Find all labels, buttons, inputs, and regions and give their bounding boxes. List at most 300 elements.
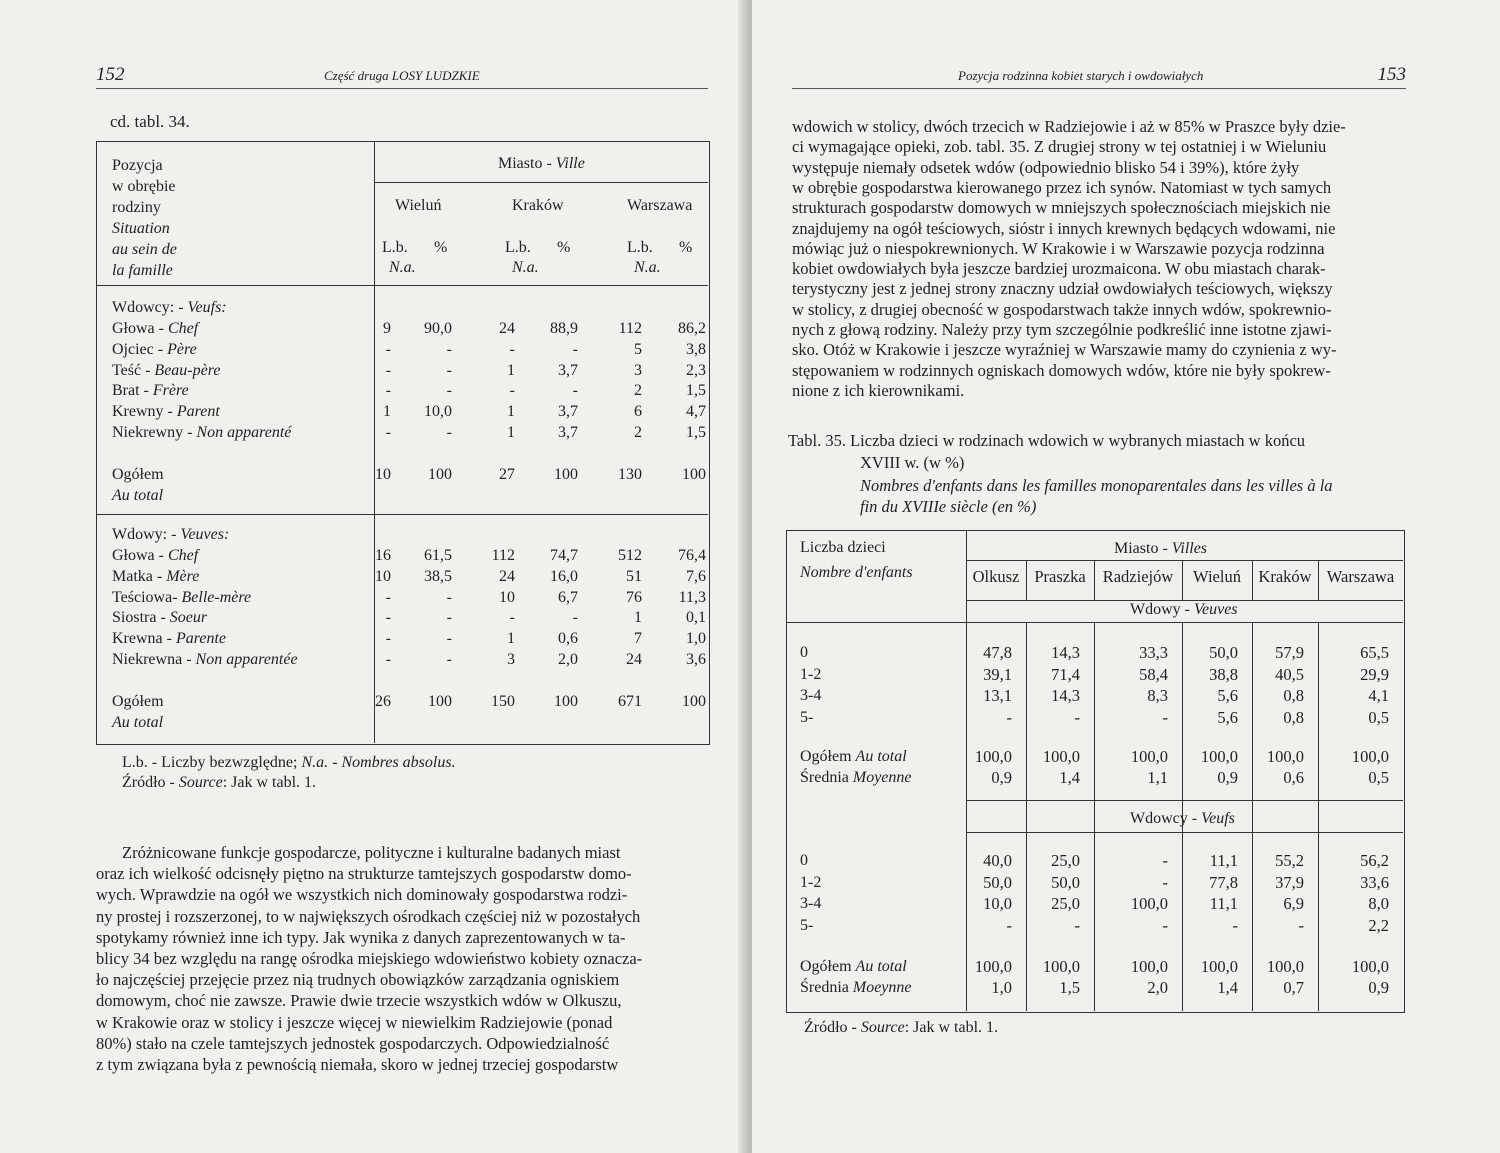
section-title-pl: Wdowcy: -	[112, 299, 188, 316]
value-cell: 100	[554, 465, 578, 483]
value-cell: 50,0	[983, 872, 1012, 892]
city-header: Wieluń	[395, 197, 442, 214]
row-label: 0	[800, 852, 808, 869]
value-cell: 50,0	[1209, 643, 1238, 662]
row-label-pl: Krewna -	[112, 630, 176, 648]
value-cell: 100,0	[1130, 957, 1168, 976]
value-cell: 65,5	[1360, 643, 1389, 662]
value-cell: 0,7	[1283, 978, 1304, 997]
mean-label	[800, 768, 912, 788]
city-group-header-pl: Miasto -	[498, 155, 556, 172]
value-cell: 1	[507, 630, 515, 648]
value-cell: 8,3	[1147, 686, 1168, 705]
value-cell: 4,7	[686, 403, 706, 421]
value-cell: -	[1074, 915, 1080, 935]
value-cell: 16	[375, 547, 391, 564]
value-cell: 88,9	[550, 320, 578, 337]
value-cell: 1,1	[1147, 768, 1168, 787]
paragraph-line: mówiąc już o niespokrewnionych. W Krakowie i w Warszawie pozycja rodzinna	[792, 238, 1325, 258]
total-label	[800, 747, 907, 767]
total-label-fr: Au total	[855, 748, 907, 765]
value-cell: -	[1162, 851, 1168, 870]
paragraph-line: spotykamy również inne ich typy. Jak wynika z danych zaprezentowanych w ta-	[96, 927, 626, 947]
value-cell: 130	[618, 465, 642, 483]
left-page	[0, 0, 748, 1153]
city-header: Warszawa	[627, 197, 693, 214]
value-cell: 25,0	[1051, 851, 1080, 870]
total-label: Ogółem	[112, 465, 164, 483]
row-label-pl: Krewny -	[112, 403, 177, 421]
city-header: Kraków	[512, 197, 564, 214]
table-caption-fr-2: fin du XVIIIe siècle (en %)	[860, 497, 1037, 516]
row-label-pl: Brat -	[112, 382, 153, 400]
value-cell: -	[446, 340, 452, 358]
running-head-title: Część druga LOSY LUDZKIE	[324, 68, 480, 83]
value-cell: 6,9	[1283, 894, 1304, 913]
value-cell: -	[1074, 707, 1080, 727]
value-cell: 671	[618, 692, 642, 710]
paragraph-line: nione z ich kierownikami.	[792, 380, 965, 400]
row-label-pl: Głowa -	[112, 320, 168, 337]
value-cell: 40,5	[1275, 664, 1304, 684]
value-cell: 100,0	[1042, 747, 1080, 766]
value-cell: 24	[626, 651, 642, 668]
page-number: 152	[96, 64, 125, 85]
paragraph-line: w Krakowie oraz w stolicy i jeszcze więcej w niewielkim Radziejowie (ponad	[96, 1012, 613, 1032]
section-title-fr: Veufs:	[187, 299, 227, 316]
value-cell: 0,1	[686, 609, 706, 627]
value-cell: 76	[626, 588, 642, 606]
row-label	[112, 340, 197, 360]
paragraph-line: z tym związana była z pewnością niemała, skoro w jednej trzeciej gospodarstw	[96, 1055, 619, 1074]
city-group-header-fr: Villes	[1171, 540, 1208, 557]
paragraph-line: w stolicy, z drugiej obecność w gospodarstwach także innych wdów, spokrewnio-	[792, 299, 1332, 319]
row-label-fr: Parent	[176, 403, 220, 421]
value-cell: 112	[618, 320, 642, 337]
row-label-pl: Głowa -	[112, 547, 168, 564]
city-group-header	[1114, 539, 1207, 559]
value-cell: 33,3	[1139, 643, 1168, 662]
mean-label-fr: Moyenne	[852, 769, 912, 786]
value-cell: 100,0	[1200, 957, 1238, 976]
value-cell: -	[1006, 707, 1012, 727]
value-cell: -	[1232, 915, 1238, 935]
row-label	[112, 608, 207, 628]
value-cell: 71,4	[1051, 664, 1080, 684]
value-cell: 24	[499, 567, 515, 585]
value-cell: 0,5	[1368, 707, 1389, 727]
value-cell: 11,3	[678, 588, 706, 606]
row-label-pl: Matka -	[112, 567, 167, 585]
row-header-label-fr: au sein de	[112, 241, 177, 258]
total-label-pl: Ogółem	[800, 748, 856, 765]
value-cell: 0,6	[1283, 768, 1304, 787]
row-label-fr: Chef	[167, 320, 199, 337]
value-cell: 1,0	[686, 630, 706, 648]
value-cell: 100,0	[1351, 957, 1389, 976]
col-lb: L.b.	[382, 239, 408, 256]
paragraph-line: nych z głową rodziny. Należy przy tym szczególnie podkreślić inne istotne zjawi-	[792, 320, 1332, 339]
value-cell: -	[572, 609, 578, 627]
value-cell: 100,0	[1042, 957, 1080, 976]
value-cell: -	[385, 361, 391, 379]
value-cell: 25,0	[1051, 894, 1080, 913]
paragraph-line: 80%) stało na czele tamtejszych jednostek gospodarczych. Odpowiedzialność	[96, 1033, 610, 1053]
row-header-label: rodziny	[112, 199, 161, 216]
paragraph-line: wdowich w stolicy, dwóch trzecich w Radziejowie i aż w 85% w Praszce były dzie-	[792, 117, 1346, 136]
value-cell: 37,9	[1275, 872, 1304, 892]
value-cell: 61,5	[424, 547, 452, 564]
value-cell: 3,7	[558, 361, 578, 379]
row-label: 3-4	[800, 895, 822, 912]
col-pct: %	[679, 239, 693, 256]
value-cell: 2,2	[1368, 915, 1389, 935]
value-cell: 50,0	[1051, 872, 1080, 892]
city-group-header	[498, 154, 585, 174]
value-cell: 3,7	[558, 403, 578, 421]
value-cell: 39,1	[983, 664, 1012, 684]
value-cell: -	[446, 630, 452, 648]
value-cell: 100	[428, 692, 452, 710]
value-cell: -	[385, 340, 391, 358]
page-number: 153	[1377, 64, 1406, 85]
left-running-header	[96, 62, 708, 89]
city-header: Warszawa	[1326, 567, 1395, 586]
value-cell: 6,7	[558, 588, 578, 606]
row-label-fr: Frère	[152, 382, 189, 400]
value-cell: 55,2	[1275, 851, 1304, 870]
value-cell: 0,6	[558, 630, 578, 648]
row-label-fr: Non apparenté	[196, 424, 292, 441]
value-cell: 86,2	[678, 320, 706, 337]
value-cell: 0,9	[1368, 978, 1389, 997]
table-caption-pl: Tabl. 35. Liczba dzieci w rodzinach wdowich w wybranych miastach w końcu	[788, 431, 1306, 450]
total-label-fr: Au total	[112, 713, 164, 731]
value-cell: 3	[507, 651, 515, 668]
value-cell: 1	[383, 403, 391, 421]
total-label: Ogółem	[112, 692, 164, 710]
paragraph-line: w obrębie gospodarstwa kierowanego przez ich synów. Natomiast w tych samych	[792, 177, 1332, 197]
value-cell: 56,2	[1360, 851, 1389, 870]
section-title	[1130, 809, 1235, 829]
right-page	[752, 0, 1500, 1153]
row-label-pl: Niekrewny -	[112, 424, 197, 441]
value-cell: 3,6	[686, 651, 706, 668]
value-cell: 14,3	[1051, 643, 1080, 662]
value-cell: 10	[375, 465, 391, 483]
value-cell: 100,0	[1266, 747, 1304, 766]
value-cell: 90,0	[424, 320, 452, 337]
value-cell: 0,5	[1368, 768, 1389, 787]
value-cell: 100,0	[1200, 747, 1238, 766]
value-cell: -	[572, 382, 578, 400]
value-cell: 2	[634, 424, 642, 441]
total-label-fr: Au total	[112, 486, 164, 504]
row-label-pl: Teść -	[112, 361, 155, 379]
row-label-pl: Niekrewna -	[112, 651, 196, 668]
paragraph-line: oraz ich wielkość odcisnęły piętno na strukturze tamtejszych gospodarstw domo-	[96, 864, 632, 884]
total-label-pl: Ogółem	[800, 958, 856, 975]
city-group-header-fr: Ville	[555, 155, 585, 172]
row-header-label: Liczba dzieci	[800, 539, 886, 556]
paragraph-line: stępowaniem w rodzinnych ogniskach domowych wdów, które nie były spokrew-	[792, 360, 1331, 380]
value-cell: 7	[634, 630, 642, 648]
total-label-fr: Au total	[855, 958, 907, 975]
city-header: Kraków	[1258, 567, 1312, 586]
value-cell: -	[509, 340, 515, 358]
value-cell: 40,0	[983, 851, 1012, 870]
value-cell: 33,6	[1360, 872, 1389, 892]
col-na: N.a.	[389, 259, 416, 276]
paragraph-line: domowym, choć nie zawsze. Prawie dwie trzecie wszystkich wdów w Olkuszu,	[96, 991, 622, 1011]
section-title-pl: Wdowy -	[1130, 601, 1194, 618]
section-title-fr: Veuves	[1193, 601, 1238, 618]
city-header: Olkusz	[972, 567, 1020, 586]
value-cell: 1	[507, 361, 515, 379]
value-cell: 26	[375, 692, 391, 710]
right-running-header	[792, 62, 1406, 89]
section-title	[112, 298, 227, 318]
value-cell: 100,0	[1351, 747, 1389, 766]
value-cell: 5	[634, 340, 642, 358]
row-label-fr: Chef	[167, 547, 199, 564]
value-cell: 1,4	[1059, 768, 1080, 787]
value-cell: 74,7	[550, 547, 578, 564]
value-cell: 10	[499, 588, 515, 606]
col-pct: %	[434, 239, 448, 256]
row-label-fr: Mère	[166, 567, 200, 585]
col-lb: L.b.	[627, 239, 653, 256]
value-cell: 100,0	[1266, 957, 1304, 976]
running-head-title: Pozycja rodzinna kobiet starych i owdowiałych	[958, 68, 1204, 83]
table-caption-fr: Nombres d'enfants dans les familles monoparentales dans les villes à la	[860, 476, 1333, 495]
value-cell: 24	[499, 320, 515, 337]
value-cell: -	[509, 382, 515, 400]
value-cell: -	[385, 588, 391, 606]
paragraph-line: ło najczęściej przejęcie przez nią trudnych obowiązków zarządzania ogniskiem	[96, 970, 620, 990]
total-label	[800, 957, 907, 977]
value-cell: 2,0	[1147, 978, 1168, 997]
value-cell: -	[572, 340, 578, 358]
source-note: Źródło - Source: Jak w tabl. 1.	[122, 774, 317, 791]
value-cell: 100,0	[1130, 747, 1168, 766]
value-cell: 9	[383, 320, 391, 337]
value-cell: 0,9	[1217, 768, 1238, 787]
value-cell: 38,8	[1209, 664, 1238, 684]
value-cell: -	[385, 382, 391, 400]
value-cell: -	[446, 588, 452, 606]
value-cell: 100,0	[974, 747, 1012, 766]
row-label	[112, 361, 220, 381]
row-label: 1-2	[800, 665, 822, 683]
city-header: Praszka	[1034, 567, 1086, 586]
value-cell: 10	[375, 567, 391, 585]
value-cell: 10,0	[424, 403, 452, 421]
value-cell: 150	[491, 692, 515, 710]
value-cell: 100	[554, 692, 578, 710]
value-cell: 8,0	[1368, 894, 1389, 913]
row-label: 0	[800, 644, 808, 661]
value-cell: 57,9	[1275, 643, 1304, 662]
value-cell: 14,3	[1051, 686, 1080, 705]
value-cell: 58,4	[1139, 664, 1168, 684]
row-label	[112, 402, 220, 422]
section-title-fr: Veufs	[1201, 810, 1235, 827]
row-label	[112, 319, 198, 339]
value-cell: -	[1162, 915, 1168, 935]
row-header-label-fr: Nombre d'enfants	[800, 564, 913, 581]
value-cell: 100	[428, 465, 452, 483]
col-na: N.a.	[512, 259, 539, 276]
value-cell: 51	[626, 567, 642, 585]
value-cell: -	[446, 651, 452, 668]
paragraph-line: ny prostej i rozszerzonej, to w największych ośrodkach częściej niż w pozostałych	[96, 906, 641, 926]
paragraph-line: znajdujemy na ogół teściowych, sióstr i innych krewnych będących wdowami, nie	[792, 218, 1336, 238]
value-cell: -	[1162, 707, 1168, 727]
table-caption-pl-2: XVIII w. (w %)	[860, 453, 965, 472]
row-label-fr: Belle-mère	[181, 588, 252, 606]
section-title-fr: Veuves:	[180, 526, 230, 543]
row-label: 3-4	[800, 687, 822, 704]
value-cell: 100	[682, 465, 706, 483]
city-header: Radziejów	[1102, 567, 1174, 586]
value-cell: 3	[634, 361, 642, 379]
value-cell: 1	[634, 609, 642, 627]
value-cell: 2	[634, 382, 642, 400]
col-pct: %	[557, 239, 571, 256]
row-label-fr: Parente	[175, 630, 227, 648]
row-label	[112, 650, 298, 670]
row-label-pl: Ojciec -	[112, 340, 168, 358]
row-label-fr: Beau-père	[154, 361, 221, 379]
value-cell: 4,1	[1368, 686, 1389, 705]
row-label: 5-	[800, 916, 814, 934]
value-cell: 5,6	[1217, 707, 1238, 727]
value-cell: 47,8	[983, 643, 1012, 662]
value-cell: 1,0	[991, 978, 1012, 997]
value-cell: 512	[618, 547, 642, 564]
row-label	[112, 567, 199, 587]
value-cell: -	[1298, 915, 1304, 935]
abbreviation-note: L.b. - Liczby bezwzględne; N.a. - Nombres absolus.	[122, 754, 456, 771]
value-cell: 1	[507, 424, 515, 441]
value-cell: 38,5	[424, 567, 452, 585]
value-cell: -	[446, 424, 452, 441]
row-label	[112, 588, 251, 608]
value-cell: 0,9	[991, 768, 1012, 787]
city-header: Wieluń	[1193, 567, 1241, 586]
source-note: Źródło - Source: Jak w tabl. 1.	[804, 1019, 999, 1036]
row-header-label-fr: la famille	[112, 262, 173, 279]
row-label-pl: Siostra -	[112, 609, 170, 627]
value-cell: -	[446, 361, 452, 379]
value-cell: -	[1162, 872, 1168, 892]
section-title	[1130, 600, 1238, 620]
value-cell: 10,0	[983, 894, 1012, 913]
row-label	[112, 381, 189, 401]
col-lb: L.b.	[505, 239, 531, 256]
value-cell: 1,5	[1059, 978, 1080, 997]
paragraph-line: blicy 34 bez względu na rangę ośrodka miejskiego wdowieństwo kobiety oznacza-	[96, 949, 643, 968]
value-cell: 100	[682, 692, 706, 710]
paragraph-line: występuje niemały odsetek wdów (odpowiednio blisko 54 i 39%), które żyły	[792, 157, 1300, 177]
paragraph-line: ci wymagające opieki, zob. tabl. 35. Z drugiej strony w tej ostatniej i w Wieluniu	[792, 137, 1327, 157]
value-cell: -	[385, 609, 391, 627]
mean-label-pl: Średnia	[800, 769, 853, 786]
value-cell: 27	[499, 465, 515, 483]
paragraph-line: Zróżnicowane funkcje gospodarcze, polityczne i kulturalne badanych miast	[122, 843, 621, 862]
value-cell: 100,0	[1130, 894, 1168, 913]
value-cell: 77,8	[1209, 872, 1238, 892]
city-group-header-pl: Miasto -	[1114, 540, 1172, 557]
value-cell: 1	[507, 403, 515, 421]
paragraph-line: sko. Otóż w Krakowie i jeszcze wyraźniej w Warszawie mamy do czynienia z wy-	[792, 340, 1337, 360]
paragraph-line: terystyczny jest z jednej strony znaczny udział owdowiałych teściowych, większy	[792, 279, 1333, 299]
value-cell: 1,5	[686, 424, 706, 441]
value-cell: -	[446, 609, 452, 627]
paragraph-line: kobiet owdowiałych była jeszcze bardziej urozmaicona. W obu miastach charak-	[792, 259, 1326, 279]
mean-label	[800, 978, 912, 998]
value-cell: 11,1	[1209, 851, 1238, 870]
row-label-fr: Soeur	[169, 609, 208, 627]
value-cell: 76,4	[678, 547, 706, 564]
value-cell: 6	[634, 403, 642, 421]
value-cell: -	[385, 651, 391, 668]
value-cell: -	[385, 630, 391, 648]
row-header-label: w obrębie	[112, 178, 176, 195]
value-cell: -	[1006, 915, 1012, 935]
value-cell: 5,6	[1217, 686, 1238, 705]
value-cell: 100,0	[974, 957, 1012, 976]
row-label-fr: Père	[167, 340, 197, 358]
mean-label-fr: Moeynne	[852, 979, 912, 996]
row-label-pl: Teściowa-	[112, 588, 182, 606]
value-cell: 29,9	[1360, 664, 1389, 684]
row-label: 5-	[800, 708, 814, 726]
value-cell: 7,6	[686, 567, 706, 585]
value-cell: 16,0	[550, 567, 578, 585]
row-label	[112, 546, 198, 566]
paragraph-line: strukturach gospodarstw domowych w mniejszych społecznościach miejskich nie	[792, 198, 1331, 218]
row-header-label-fr: Situation	[112, 220, 170, 237]
value-cell: 2,0	[558, 651, 578, 668]
row-label	[112, 629, 226, 649]
section-title-pl: Wdowcy -	[1130, 810, 1202, 827]
col-na: N.a.	[634, 259, 661, 276]
section-title	[112, 525, 229, 545]
value-cell: 1,5	[686, 382, 706, 400]
value-cell: 1,4	[1217, 978, 1238, 997]
row-label: 1-2	[800, 873, 822, 891]
value-cell: 11,1	[1209, 894, 1238, 913]
value-cell: 3,7	[558, 424, 578, 441]
value-cell: 0,8	[1283, 686, 1304, 705]
section-title-pl: Wdowy: -	[112, 526, 181, 543]
paragraph-line: wych. Wprawdzie na ogół we wszystkich nich dominowały gospodarstwa rodzi-	[96, 885, 628, 905]
row-label	[112, 423, 291, 443]
table-caption: cd. tabl. 34.	[110, 112, 190, 131]
row-label-fr: Non apparentée	[195, 651, 298, 668]
value-cell: 0,8	[1283, 707, 1304, 727]
value-cell: 13,1	[983, 686, 1012, 705]
value-cell: 2,3	[686, 361, 706, 379]
row-header-label: Pozycja	[112, 157, 163, 174]
value-cell: -	[509, 609, 515, 627]
value-cell: -	[385, 424, 391, 441]
value-cell: 112	[491, 547, 515, 564]
value-cell: 3,8	[686, 340, 706, 358]
value-cell: -	[446, 382, 452, 400]
